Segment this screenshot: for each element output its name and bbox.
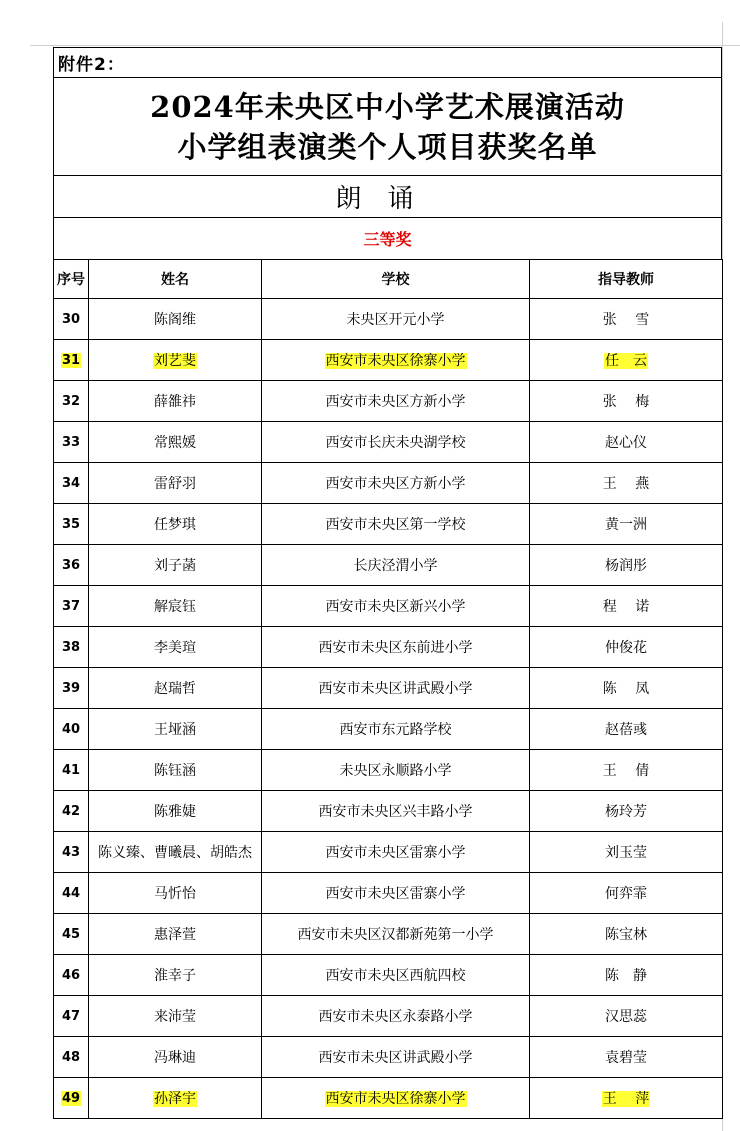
- cell-teacher: [530, 832, 723, 873]
- cell-school: [262, 299, 530, 340]
- cell-no: [54, 832, 89, 873]
- cell-no: [54, 914, 89, 955]
- cell-school: [262, 340, 530, 381]
- cell-no: [54, 1037, 89, 1078]
- cell-name-text: 常熙媛: [154, 435, 196, 451]
- cell-teacher: [530, 668, 723, 709]
- cell-school: [262, 750, 530, 791]
- cell-no-text: 47: [61, 1008, 81, 1024]
- table-row: [54, 545, 723, 586]
- table-row: [54, 422, 723, 463]
- cell-no: [54, 873, 89, 914]
- cell-teacher: [530, 340, 723, 381]
- cell-school-text: 西安市未央区永泰路小学: [318, 1009, 473, 1025]
- category-heading: 朗诵: [53, 175, 722, 217]
- table-row: [54, 832, 723, 873]
- table-row: [54, 668, 723, 709]
- cell-no-text: 49: [61, 1090, 81, 1106]
- cell-name: [89, 381, 262, 422]
- cell-name-text: 刘艺斐: [154, 353, 196, 369]
- cell-teacher: [530, 627, 723, 668]
- cell-school-text: 西安市未央区兴丰路小学: [318, 804, 473, 820]
- cell-school: [262, 504, 530, 545]
- cell-no: [54, 340, 89, 381]
- cell-school-text: 西安市未央区汉都新苑第一小学: [297, 927, 494, 943]
- cell-name-text: 马忻怡: [154, 886, 196, 902]
- cell-school-text: 西安市未央区东前进小学: [318, 640, 473, 656]
- cell-name-text: 来沛莹: [154, 1009, 196, 1025]
- cell-no: [54, 955, 89, 996]
- cell-name: [89, 1078, 262, 1119]
- cell-name-text: 陈钰涵: [154, 763, 196, 779]
- cell-school-text: 西安市东元路学校: [339, 722, 452, 738]
- cell-no: [54, 504, 89, 545]
- cell-teacher: [530, 791, 723, 832]
- cell-teacher-text: 仲俊花: [605, 640, 647, 656]
- cell-school-text: 西安市未央区方新小学: [325, 476, 466, 492]
- cell-teacher-text: 王 燕: [602, 476, 650, 492]
- cell-name: [89, 340, 262, 381]
- table-row: [54, 1078, 723, 1119]
- cell-teacher-text: 王 萍: [602, 1091, 650, 1107]
- cell-school-text: 西安市未央区第一学校: [325, 517, 466, 533]
- table-row: [54, 750, 723, 791]
- cell-name-text: 王垭涵: [154, 722, 196, 738]
- cell-name-text: 李美瑄: [154, 640, 196, 656]
- cell-no: [54, 996, 89, 1037]
- cell-no-text: 39: [61, 680, 81, 696]
- cell-teacher-text: 袁碧莹: [605, 1050, 647, 1066]
- cell-teacher: [530, 381, 723, 422]
- cell-school-text: 西安市未央区方新小学: [325, 394, 466, 410]
- cell-no: [54, 586, 89, 627]
- table-row: [54, 914, 723, 955]
- cell-no-text: 42: [61, 803, 81, 819]
- cell-name-text: 任梦琪: [154, 517, 196, 533]
- cell-school-text: 未央区永顺路小学: [339, 763, 452, 779]
- cell-name-text: 陈义臻、曹曦晨、胡皓杰: [98, 845, 252, 861]
- cell-no-text: 45: [61, 926, 81, 942]
- cell-teacher-text: 黄一洲: [605, 517, 647, 533]
- cell-school-text: 西安市未央区西航四校: [325, 968, 466, 984]
- cell-name-text: 冯琳迪: [154, 1050, 196, 1066]
- table-row: [54, 299, 723, 340]
- cell-no-text: 34: [61, 475, 81, 491]
- cell-teacher-text: 杨玲芳: [605, 804, 647, 820]
- cell-no-text: 37: [61, 598, 81, 614]
- cell-school-text: 西安市未央区雷寨小学: [325, 845, 466, 861]
- cell-no: [54, 668, 89, 709]
- cell-school-text: 长庆泾渭小学: [353, 558, 438, 574]
- document-title: [53, 77, 722, 175]
- cell-teacher-text: 赵蓓彧: [605, 722, 647, 738]
- cell-teacher-text: 任 云: [605, 353, 647, 369]
- cell-school-text: 西安市未央区徐寨小学: [325, 1091, 466, 1107]
- cell-no: [54, 791, 89, 832]
- cell-name: [89, 1037, 262, 1078]
- cell-school: [262, 873, 530, 914]
- cell-teacher: [530, 586, 723, 627]
- cell-name: [89, 709, 262, 750]
- cell-name: [89, 996, 262, 1037]
- cell-teacher-text: 程 诺: [602, 599, 650, 615]
- table-body: [54, 299, 723, 1119]
- cell-teacher-text: 杨润彤: [605, 558, 647, 574]
- table-header-row: [54, 260, 723, 299]
- cell-name-text: 孙泽宇: [154, 1091, 196, 1107]
- cell-name: [89, 668, 262, 709]
- award-level: 三等奖: [53, 217, 722, 259]
- table-row: [54, 504, 723, 545]
- cell-teacher-text: 陈宝林: [605, 927, 647, 943]
- cell-name-text: 淮幸子: [154, 968, 196, 984]
- column-header-name: 姓名: [89, 260, 262, 299]
- award-sheet: [53, 47, 722, 1119]
- cell-school-text: 西安市长庆未央湖学校: [325, 435, 466, 451]
- table-row: [54, 996, 723, 1037]
- attachment-label: 附件2：: [53, 47, 722, 77]
- cell-name-text: 赵瑞哲: [154, 681, 196, 697]
- cell-school: [262, 914, 530, 955]
- cell-teacher: [530, 545, 723, 586]
- cell-teacher: [530, 914, 723, 955]
- cell-teacher: [530, 1078, 723, 1119]
- cell-name: [89, 463, 262, 504]
- cell-name: [89, 586, 262, 627]
- table-row: [54, 955, 723, 996]
- cell-school: [262, 545, 530, 586]
- cell-no-text: 35: [61, 516, 81, 532]
- column-header-school: 学校: [262, 260, 530, 299]
- cell-teacher-text: 汉思蕊: [605, 1009, 647, 1025]
- cell-school: [262, 996, 530, 1037]
- cell-teacher-text: 陈 静: [605, 968, 647, 984]
- cell-name-text: 惠泽萱: [154, 927, 196, 943]
- table-row: [54, 791, 723, 832]
- column-header-teacher: 指导教师: [530, 260, 723, 299]
- cell-school: [262, 791, 530, 832]
- cell-teacher: [530, 422, 723, 463]
- cell-no: [54, 627, 89, 668]
- cell-school: [262, 1078, 530, 1119]
- cell-no-text: 30: [61, 311, 81, 327]
- column-header-no: 序号: [54, 260, 89, 299]
- cell-teacher: [530, 299, 723, 340]
- cell-no-text: 48: [61, 1049, 81, 1065]
- cell-teacher: [530, 1037, 723, 1078]
- title-line-2: 小学组表演类个人项目获奖名单: [177, 129, 598, 164]
- cell-no: [54, 381, 89, 422]
- cell-name-text: 陈阁维: [154, 312, 196, 328]
- cell-school: [262, 668, 530, 709]
- cell-school: [262, 422, 530, 463]
- cell-no-text: 41: [61, 762, 81, 778]
- cell-school: [262, 627, 530, 668]
- table-row: [54, 586, 723, 627]
- cell-no-text: 46: [61, 967, 81, 983]
- cell-name: [89, 873, 262, 914]
- cell-no: [54, 299, 89, 340]
- cell-teacher-text: 何弈霏: [605, 886, 647, 902]
- page-margin-guide-top: [30, 45, 740, 46]
- cell-school: [262, 586, 530, 627]
- cell-name: [89, 955, 262, 996]
- cell-teacher-text: 赵心仪: [605, 435, 647, 451]
- cell-school: [262, 1037, 530, 1078]
- cell-teacher-text: 陈 凤: [602, 681, 650, 697]
- cell-no-text: 44: [61, 885, 81, 901]
- cell-teacher: [530, 504, 723, 545]
- cell-teacher: [530, 873, 723, 914]
- cell-no: [54, 709, 89, 750]
- table-row: [54, 709, 723, 750]
- cell-name-text: 陈雅婕: [154, 804, 196, 820]
- cell-no: [54, 422, 89, 463]
- cell-name: [89, 299, 262, 340]
- cell-school-text: 西安市未央区新兴小学: [325, 599, 466, 615]
- table-row: [54, 463, 723, 504]
- table-row: [54, 340, 723, 381]
- table-row: [54, 1037, 723, 1078]
- cell-teacher: [530, 750, 723, 791]
- cell-no-text: 43: [61, 844, 81, 860]
- cell-no-text: 38: [61, 639, 81, 655]
- cell-name: [89, 504, 262, 545]
- table-row: [54, 627, 723, 668]
- cell-school: [262, 955, 530, 996]
- cell-name: [89, 832, 262, 873]
- cell-no-text: 36: [61, 557, 81, 573]
- cell-teacher-text: 张 雪: [602, 312, 650, 328]
- cell-name-text: 薛雒祎: [154, 394, 196, 410]
- cell-teacher-text: 刘玉莹: [605, 845, 647, 861]
- cell-name: [89, 422, 262, 463]
- cell-school-text: 西安市未央区讲武殿小学: [318, 681, 473, 697]
- cell-name: [89, 627, 262, 668]
- cell-name: [89, 791, 262, 832]
- cell-teacher-text: 王 倩: [602, 763, 650, 779]
- cell-teacher: [530, 463, 723, 504]
- cell-school: [262, 709, 530, 750]
- table-row: [54, 873, 723, 914]
- cell-teacher: [530, 955, 723, 996]
- cell-no: [54, 750, 89, 791]
- cell-school-text: 西安市未央区讲武殿小学: [318, 1050, 473, 1066]
- winners-table: [53, 259, 723, 1119]
- cell-name-text: 解宸钰: [154, 599, 196, 615]
- cell-name-text: 刘子菡: [154, 558, 196, 574]
- cell-school-text: 西安市未央区徐寨小学: [325, 353, 466, 369]
- cell-teacher: [530, 996, 723, 1037]
- cell-no: [54, 1078, 89, 1119]
- cell-school: [262, 463, 530, 504]
- title-line-1: 2024年未央区中小学艺术展演活动: [150, 89, 625, 124]
- cell-school: [262, 381, 530, 422]
- cell-no: [54, 545, 89, 586]
- table-row: [54, 381, 723, 422]
- cell-no: [54, 463, 89, 504]
- cell-no-text: 40: [61, 721, 81, 737]
- cell-name-text: 雷舒羽: [154, 476, 196, 492]
- cell-no-text: 33: [61, 434, 81, 450]
- cell-school-text: 西安市未央区雷寨小学: [325, 886, 466, 902]
- cell-name: [89, 750, 262, 791]
- cell-teacher: [530, 709, 723, 750]
- cell-no-text: 31: [61, 352, 81, 368]
- cell-name: [89, 914, 262, 955]
- cell-name: [89, 545, 262, 586]
- cell-teacher-text: 张 梅: [602, 394, 650, 410]
- cell-school-text: 未央区开元小学: [346, 312, 445, 328]
- cell-no-text: 32: [61, 393, 81, 409]
- cell-school: [262, 832, 530, 873]
